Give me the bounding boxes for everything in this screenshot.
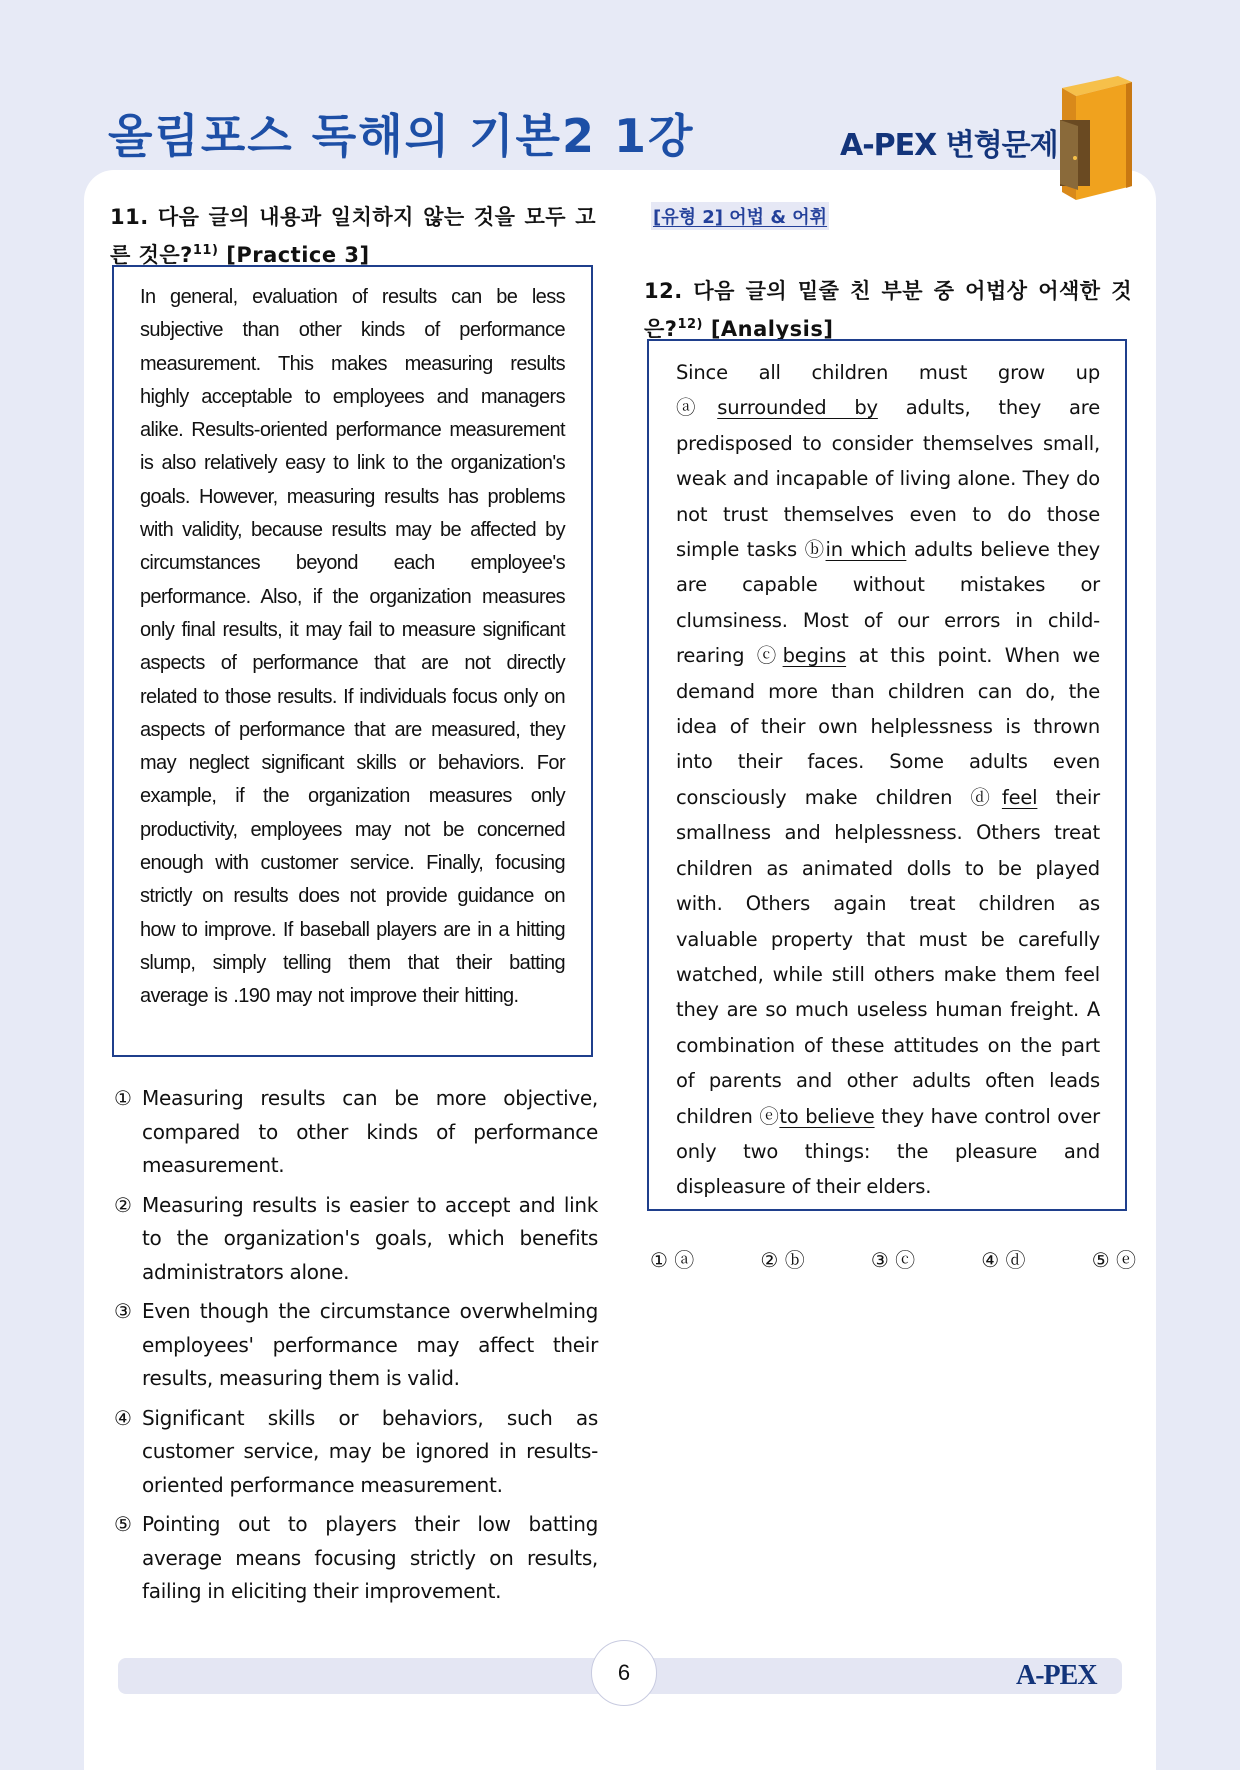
underline-a: surrounded by xyxy=(717,396,878,420)
q12-choice-1[interactable]: ① ⓐ xyxy=(650,1248,695,1272)
marker-a: ⓐ xyxy=(676,396,718,420)
q12-heading xyxy=(644,274,1132,346)
marker-b: ⓑ xyxy=(804,538,826,562)
underline-c: begins xyxy=(782,644,847,668)
choice-2-text: Measuring results is easier to accept and link to the organization's goals, which benefits administrators alone. xyxy=(142,1192,598,1284)
q11-footnote: 11) xyxy=(192,243,219,258)
q12-choice-4[interactable]: ④ ⓓ xyxy=(981,1248,1026,1272)
underline-d: feel xyxy=(1001,785,1038,809)
q12-passage-part: adults believe they are capable without mistakes or clumsiness. Most of our errors in child-rearing xyxy=(676,538,1100,668)
q12-choice-5[interactable]: ⑤ ⓔ xyxy=(1091,1248,1136,1272)
q12-passage-box xyxy=(647,339,1127,1211)
q11-text: 다음 글의 내용과 일치하지 않는 것을 모두 고른 것은? xyxy=(110,205,597,267)
choice-5[interactable] xyxy=(114,1508,598,1609)
choice-5-text: Pointing out to players their low batting average means focusing strictly on results, failing in eliciting their improvement. xyxy=(142,1512,598,1603)
q12-passage-part: at this point. When we demand more than children can do, the idea of their own helplessness is thrown into their faces. Some adults even consciously make children xyxy=(676,644,1100,809)
apex-badge: A-PEX 변형문제 xyxy=(840,128,1058,163)
page-title: 올림포스 독해의 기본2 1강 xyxy=(108,109,695,163)
q11-heading xyxy=(110,200,596,272)
q12-text: 다음 글의 밑줄 친 부분 중 어법상 어색한 것은? xyxy=(644,279,1133,341)
underline-b: in which xyxy=(825,538,907,562)
q12-passage-part: Since all children must grow up xyxy=(676,361,1100,384)
q12-passage-part: they have control over only two things: the pleasure and displeasure of their elders. xyxy=(676,1104,1100,1199)
choice-3[interactable] xyxy=(114,1295,598,1396)
q11-choices xyxy=(114,1082,598,1615)
q11-tag: [Practice 3] xyxy=(226,243,370,267)
q12-footnote: 12) xyxy=(677,317,704,332)
choice-5-mark: ⑤ xyxy=(114,1512,132,1536)
q12-choices xyxy=(650,1244,1136,1273)
underline-e: to believe xyxy=(779,1104,875,1128)
q12-type-tag[interactable]: [유형 2] 어법 & 어휘 xyxy=(651,202,829,230)
choice-4[interactable] xyxy=(114,1402,598,1503)
q12-choice-2[interactable]: ② ⓑ xyxy=(760,1248,805,1272)
choice-2[interactable] xyxy=(114,1189,598,1290)
choice-1[interactable] xyxy=(114,1082,598,1183)
q12-passage-part: adults, they are predisposed to consider themselves small, weak and incapable of living alone. They do not trust themselves even to do those simple tasks xyxy=(676,396,1100,562)
q11-number: 11. xyxy=(110,205,149,229)
choice-4-mark: ④ xyxy=(114,1405,132,1430)
choice-4-text: Significant skills or behaviors, such as customer service, may be ignored in results-oriented performance measurement. xyxy=(142,1405,598,1497)
marker-c: ⓒ xyxy=(756,644,783,668)
choice-3-text: Even though the circumstance overwhelming employees' performance may affect their results, measuring them is valid. xyxy=(142,1299,598,1390)
choice-1-mark: ① xyxy=(114,1086,132,1110)
q11-passage: In general, evaluation of results can be less subjective than other kinds of performance measurement. This makes measuring results highly acceptable to employees and managers alike. Results-oriented performance measurement is also relatively easy to link to the organization's goals. However, measuring results has problems with validity, because results may be affected by circumstances beyond each employee's performance. Also, if the organization measures only final results, it may fail to measure significant aspects of performance that are not directly related to those results. If individuals focus only on aspects of performance that are measured, they may neglect significant skills or behaviors. For example, if the organization measures only productivity, employees may not be concerned enough with customer service. Finally, focusing strictly on results does not provide guidance on how to improve. If baseball players are in a hitting slump, simply telling them that their batting average is .190 may not improve their hitting. xyxy=(140,286,565,1008)
choice-3-mark: ③ xyxy=(114,1299,132,1323)
book-door-icon xyxy=(1048,74,1138,204)
q12-tag: [Analysis] xyxy=(710,317,834,341)
page-number: 6 xyxy=(591,1640,657,1706)
choice-1-text: Measuring results can be more objective, compared to other kinds of performance measurement. xyxy=(142,1086,598,1177)
q11-passage-box xyxy=(112,265,593,1057)
marker-d: ⓓ xyxy=(970,785,1002,809)
q12-choice-3[interactable]: ③ ⓒ xyxy=(870,1248,916,1272)
footer-logo: A-PEX xyxy=(1016,1660,1097,1691)
choice-2-mark: ② xyxy=(114,1192,132,1217)
marker-e: ⓔ xyxy=(759,1104,780,1128)
q12-number: 12. xyxy=(644,279,683,303)
q12-passage-part: their smallness and helplessness. Others treat children as animated dolls to be played with. Others again treat children as valuable property that must be carefully watched, while still others make them feel they are so much useless human freight. A combination of these attitudes on the part of parents and other adults often leads children xyxy=(676,785,1101,1128)
